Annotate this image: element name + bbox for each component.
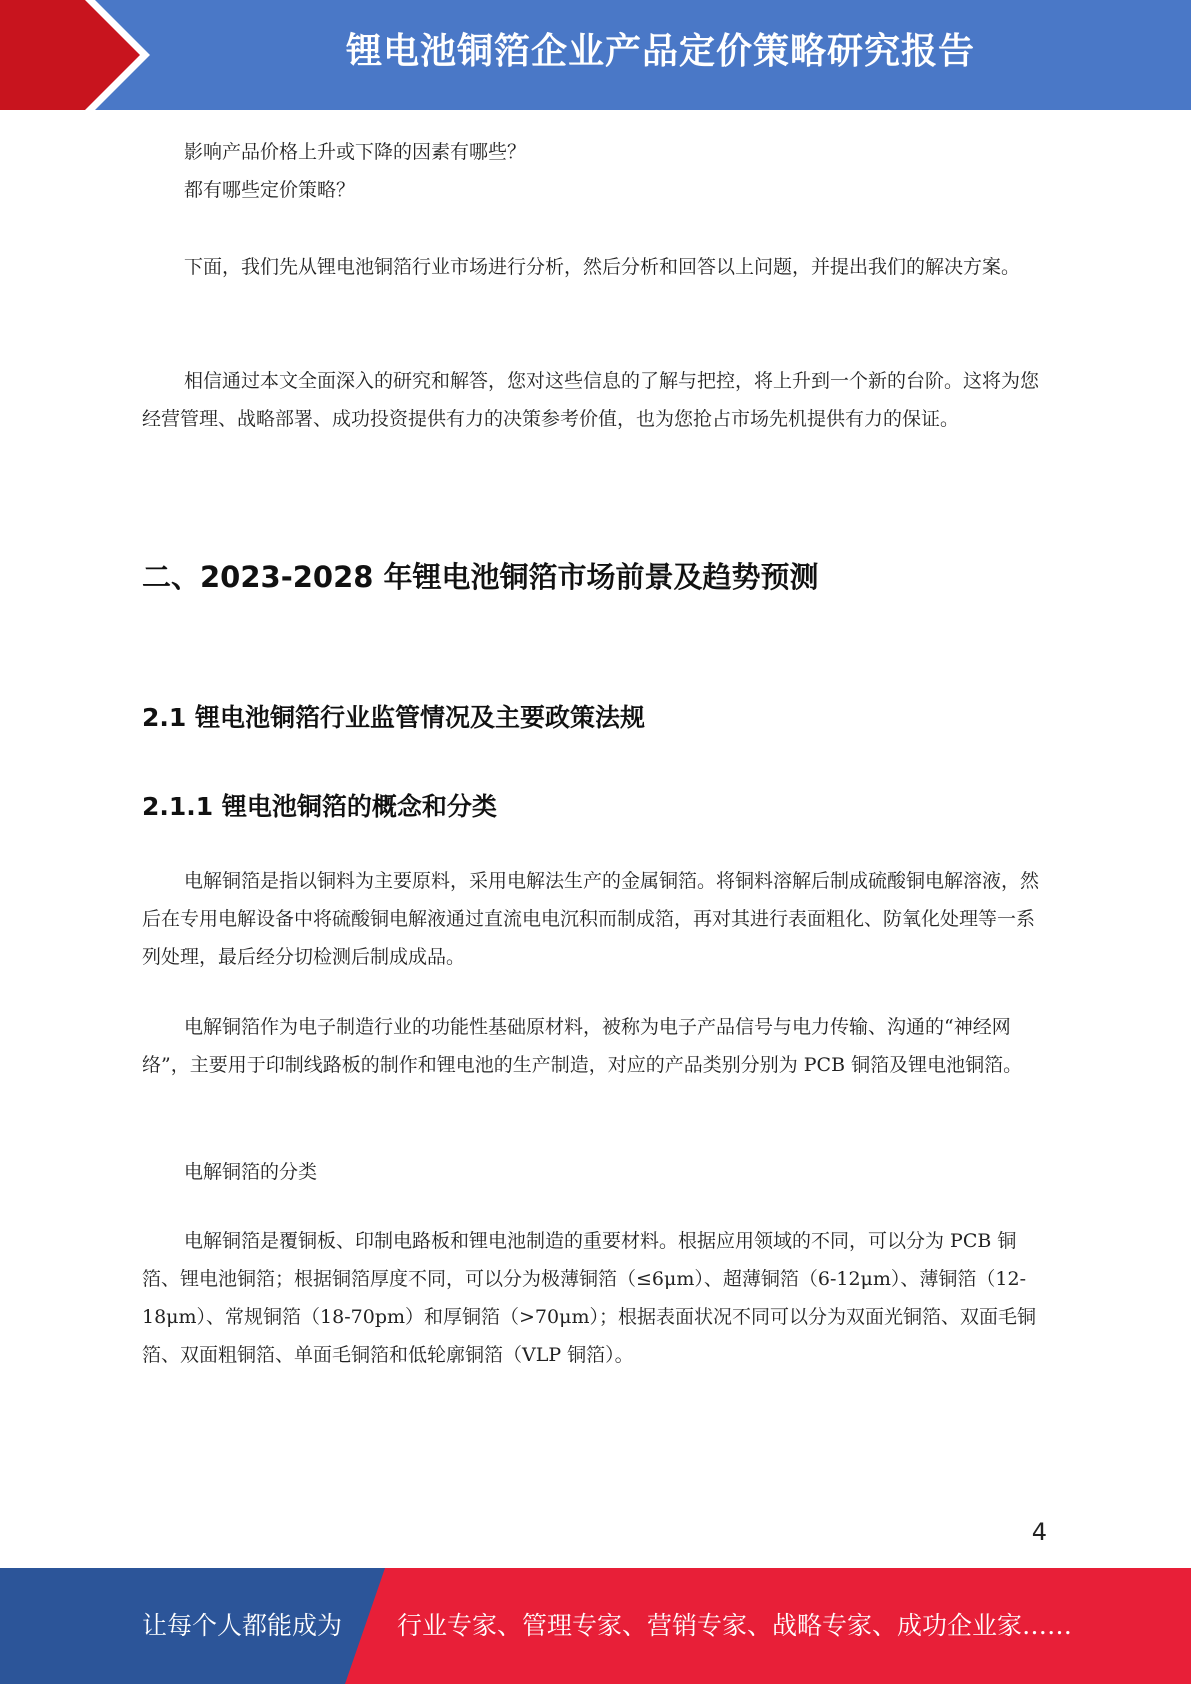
header-chevron-arrow bbox=[0, 0, 140, 110]
question-pricing-strategies: 都有哪些定价策略？ bbox=[184, 179, 356, 201]
classification-paragraph: 电解铜箔是覆铜板、印制电路板和锂电池制造的重要材料。根据应用领域的不同，可以分为 PCB 铜箔、锂电池铜箔；根据铜箔厚度不同，可以分为极薄铜箔（≤6μm）、超薄铜箔（6-12μm）、薄铜箔（12-18μm）、常规铜箔（18-70pm）和厚铜箔（>70μm）；根据表面状况不同可以分为双面光铜箔、双面毛铜箔、双面粗铜箔、单面毛铜箔和低轮廓铜箔（VLP 铜箔）。 bbox=[142, 1230, 1036, 1366]
question-price-factors: 影响产品价格上升或下降的因素有哪些？ bbox=[184, 141, 527, 163]
footer-slogan-left: 让每个人都能成为 bbox=[142, 1611, 343, 1640]
intro-paragraph: 下面，我们先从锂电池铜箔行业市场进行分析，然后分析和回答以上问题，并提出我们的解决方案。 bbox=[184, 256, 1021, 278]
report-title: 锂电池铜箔企业产品定价策略研究报告 bbox=[345, 31, 975, 72]
section-heading-2: 二、2023-2028 年锂电池铜箔市场前景及趋势预测 bbox=[142, 560, 819, 594]
function-paragraph: 电解铜箔作为电子制造行业的功能性基础原材料，被称为电子产品信号与电力传输、沟通的“神经网络”，主要用于印制线路板的制作和锂电池的生产制造，对应的产品类别分别为 PCB 铜箔及锂电池铜箔。 bbox=[142, 1016, 1023, 1076]
footer-slogan-right: 行业专家、管理专家、营销专家、战略专家、成功企业家…… bbox=[397, 1611, 1073, 1640]
page-header bbox=[0, 0, 1191, 110]
page-footer bbox=[0, 1568, 1191, 1684]
definition-paragraph: 电解铜箔是指以铜料为主要原料，采用电解法生产的金属铜箔。将铜料溶解后制成硫酸铜电解溶液，然后在专用电解设备中将硫酸铜电解液通过直流电电沉积而制成箔，再对其进行表面粗化、防氧化处理等一系列处理，最后经分切检测后制成成品。 bbox=[142, 870, 1040, 968]
page-number: 4 bbox=[1031, 1518, 1047, 1546]
value-paragraph: 相信通过本文全面深入的研究和解答，您对这些信息的了解与把控，将上升到一个新的台阶。这将为您经营管理、战略部署、成功投资提供有力的决策参考价值，也为您抢占市场先机提供有力的保证。 bbox=[142, 370, 1040, 430]
subsection-heading-2-1: 2.1 锂电池铜箔行业监管情况及主要政策法规 bbox=[142, 703, 645, 732]
classification-label: 电解铜箔的分类 bbox=[184, 1161, 318, 1183]
subsection-heading-2-1-1: 2.1.1 锂电池铜箔的概念和分类 bbox=[142, 792, 497, 821]
